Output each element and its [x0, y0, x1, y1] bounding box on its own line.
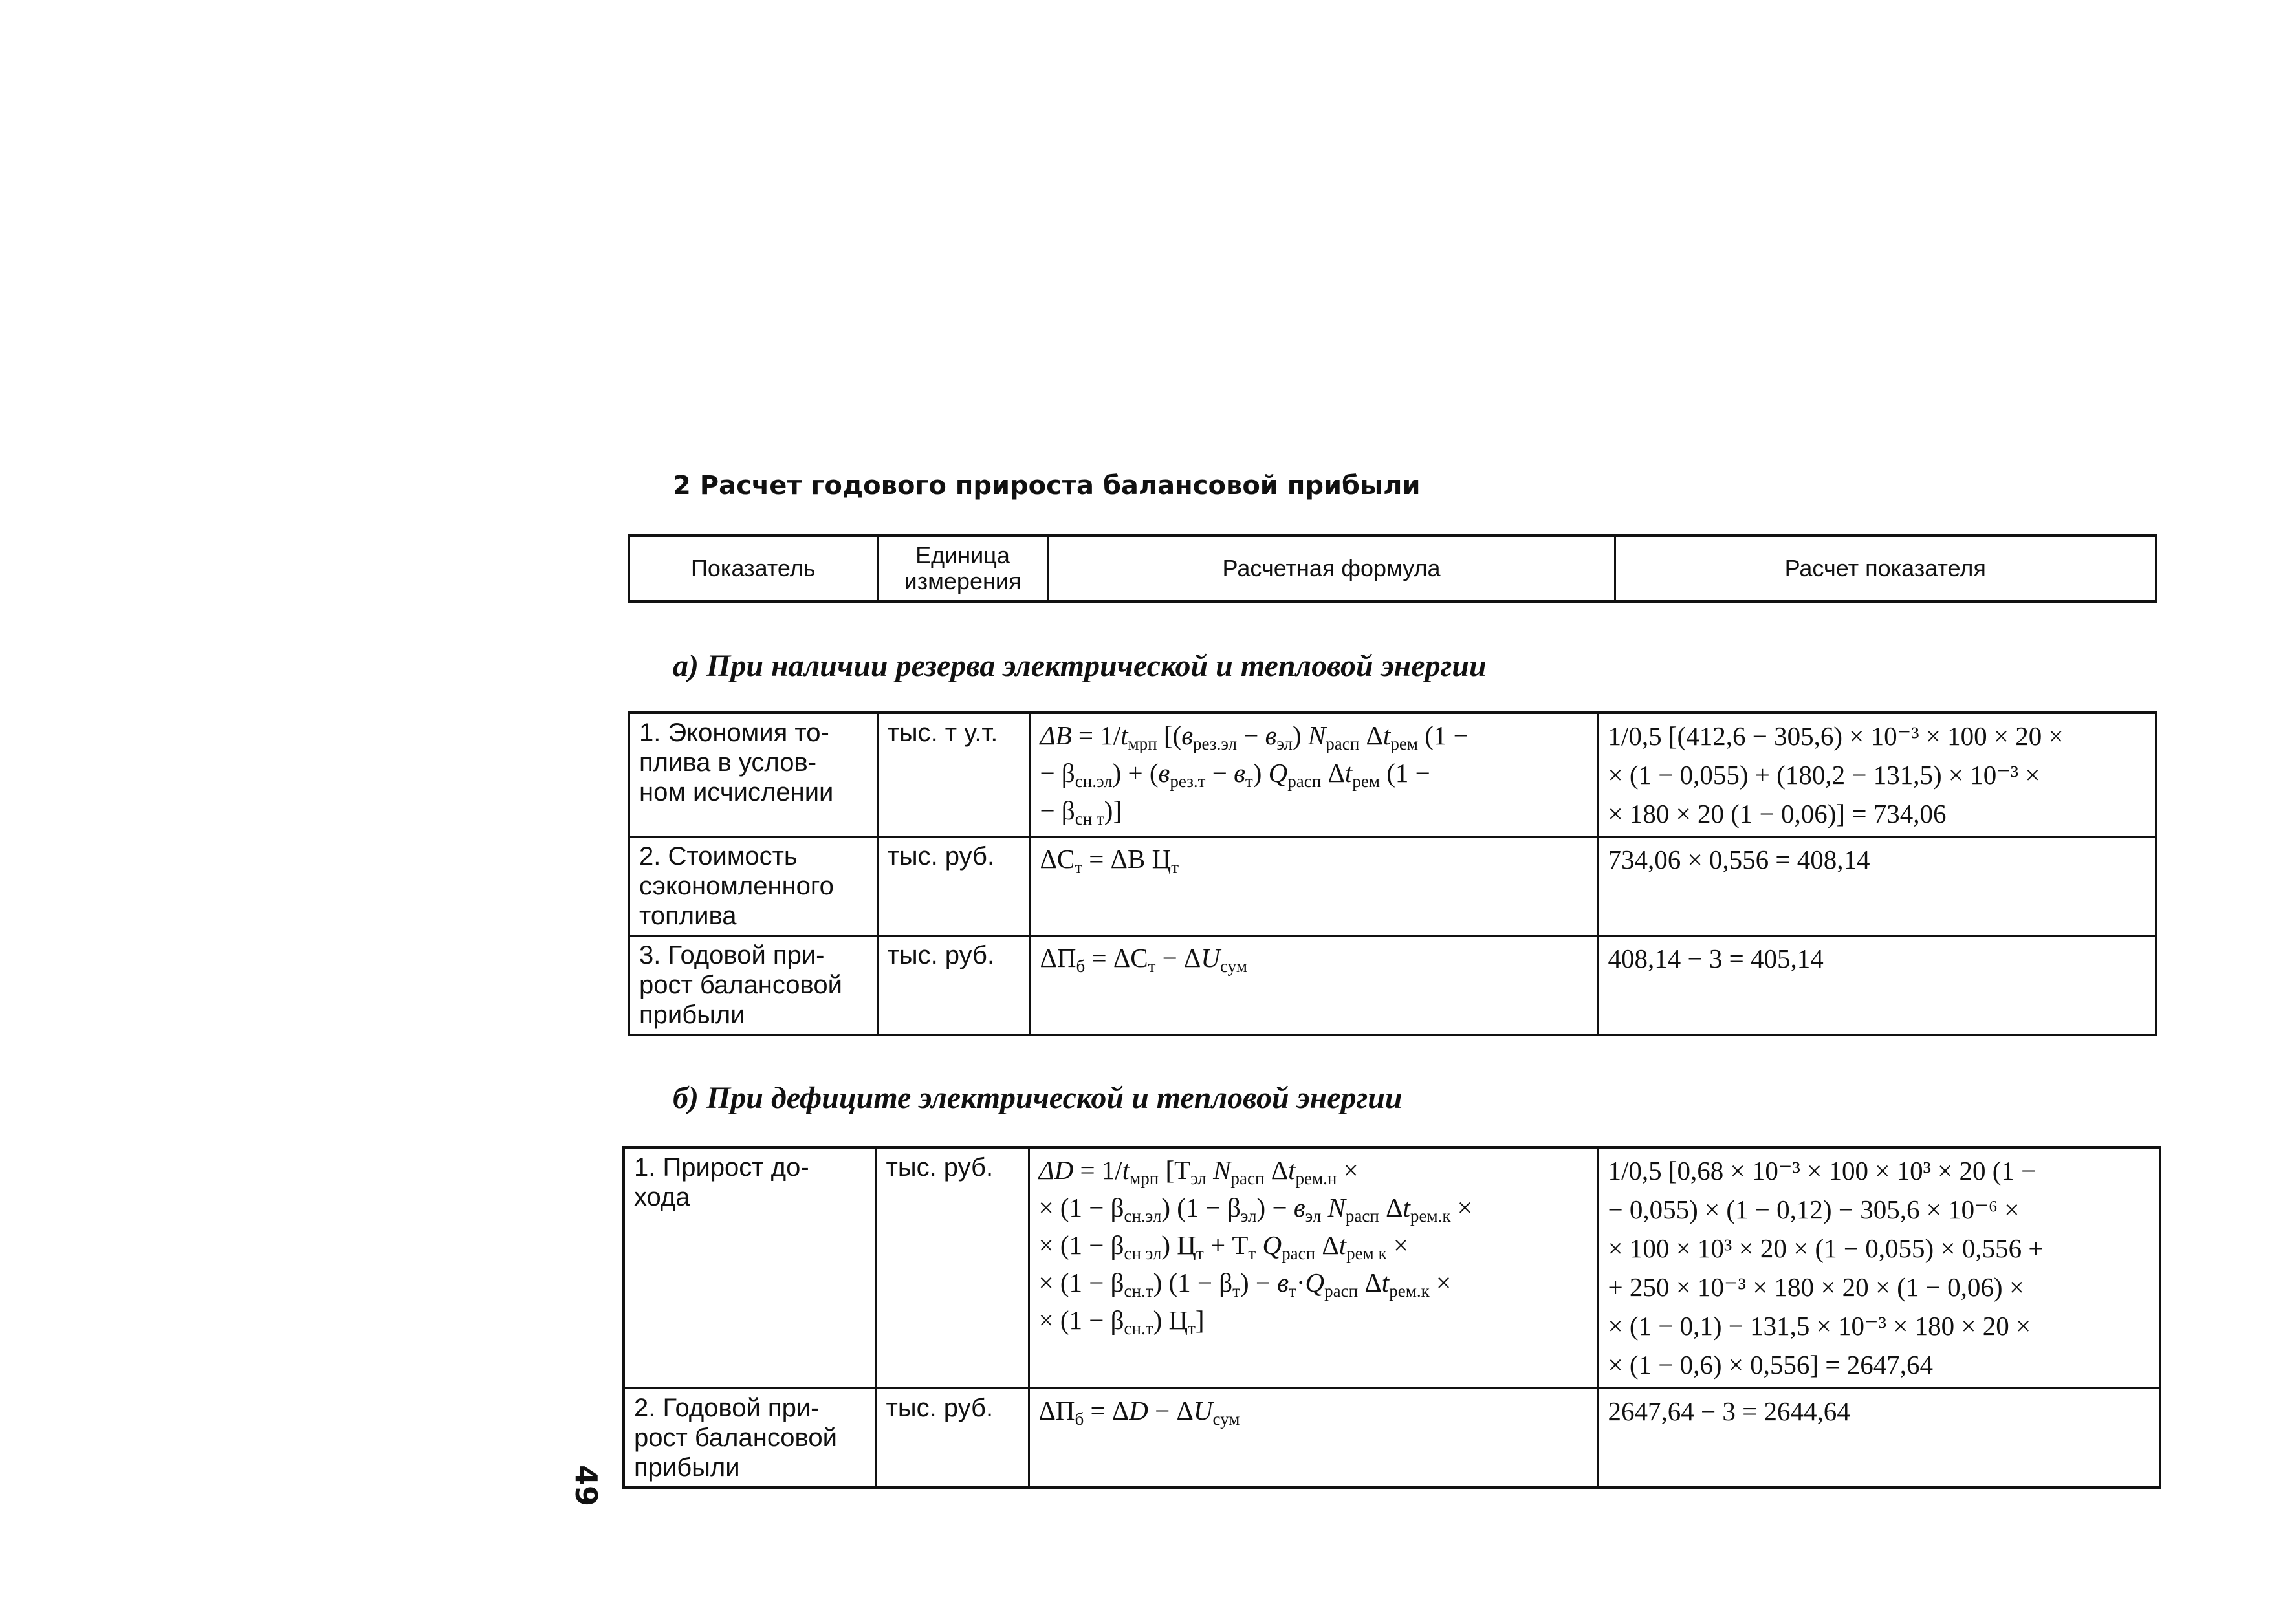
formula-cell [1030, 936, 1598, 1035]
unit-cell: тыс. руб. [877, 936, 1030, 1035]
header-table [628, 534, 2157, 603]
table-row [624, 1147, 2160, 1388]
table-b [622, 1146, 2161, 1489]
indicator-line: 3. Годовой при- [639, 941, 825, 969]
indicator-cell [624, 1388, 876, 1488]
calc-line: × (1 − 0,055) + (180,2 − 131,5) × 10⁻³ × [1608, 760, 2040, 790]
unit-cell: тыс. руб. [876, 1147, 1029, 1388]
header-unit-line2: измерения [904, 568, 1021, 594]
formula-line: $\Delta П_б = \Delta D - \Delta U_{сум}$ [1038, 1395, 1240, 1429]
section-title: 2 Расчет годового прироста балансовой прибыли [673, 471, 1421, 501]
table-row [629, 936, 2156, 1035]
indicator-cell [629, 837, 877, 936]
formula-cell [1030, 713, 1598, 837]
calc-line: 1/0,5 [(412,6 − 305,6) × 10⁻³ × 100 × 20 × [1608, 721, 2064, 751]
formula-cell [1030, 837, 1598, 936]
indicator-line: 1. Экономия то- [639, 719, 829, 747]
indicator-cell [629, 936, 877, 1035]
indicator-line: рост балансовой [639, 971, 842, 999]
calc-line: 1/0,5 [0,68 × 10⁻³ × 100 × 10³ × 20 (1 − [1608, 1156, 2037, 1186]
indicator-line: 2. Годовой при- [634, 1393, 820, 1422]
indicator-line: топлива [639, 902, 737, 930]
calc-line: − 0,055) × (1 − 0,12) − 305,6 × 10⁻⁶ × [1608, 1195, 2020, 1224]
subtitle-b: б) При дефиците электрической и тепловой энергии [673, 1081, 1403, 1115]
formula-line: × $(1 - \beta_{сн.эл})$ $(1 - \beta_{эл}) - в_{эл}$ $N_{расп}$ $\Delta t_{рем.к}$ × [1038, 1193, 1472, 1226]
header-formula: Расчетная формула [1048, 536, 1615, 601]
formula-line: $\Delta B = 1/t_{мрп}$ [$(в_{рез.эл} - в_{эл})$ $N_{расп}$ $\Delta t_{рем}$ (1 − [1040, 720, 1469, 754]
indicator-line: сэкономленного [639, 872, 834, 900]
formula-line: × $(1 - \beta_{сн.т})$ $Ц_т$] [1038, 1305, 1205, 1339]
calc-cell [1598, 837, 2156, 936]
formula-line: $\Delta С_т = \Delta B$ $Ц_т$ [1040, 844, 1179, 878]
indicator-line: плива в услов- [639, 748, 817, 777]
table-a [628, 711, 2157, 1036]
table-row [624, 1388, 2160, 1488]
table-row [629, 713, 2156, 837]
calc-cell [1598, 713, 2156, 837]
header-calc: Расчет показателя [1615, 536, 2156, 601]
indicator-line: 2. Стоимость [639, 842, 798, 871]
formula-line: − $\beta_{сн т}$)] [1040, 796, 1122, 829]
indicator-line: ном исчислении [639, 778, 834, 807]
calc-line: × (1 − 0,1) − 131,5 × 10⁻³ × 180 × 20 × [1608, 1311, 2031, 1341]
indicator-line: 1. Прирост до- [634, 1153, 809, 1182]
calc-cell [1598, 1147, 2160, 1388]
unit-cell: тыс. т у.т. [877, 713, 1030, 837]
calc-line: × 100 × 10³ × 20 × (1 − 0,055) × 0,556 + [1608, 1233, 2044, 1263]
indicator-cell [629, 713, 877, 837]
indicator-line: прибыли [639, 1001, 745, 1029]
calc-line: 2647,64 − 3 = 2644,64 [1608, 1396, 1850, 1426]
formula-line: $\Delta П_б = \Delta С_т - \Delta U_{сум}$ [1040, 943, 1247, 977]
formula-line: × $(1 - \beta_{сн.т})$ $(1 - \beta_т) - в_т\cdot Q_{расп}$ $\Delta t_{рем.к}$ × [1038, 1268, 1452, 1301]
unit-cell: тыс. руб. [877, 837, 1030, 936]
indicator-line: прибыли [634, 1453, 740, 1482]
formula-line: × $(1 - \beta_{сн эл})$ $Ц_т + Т_т$ $Q_{расп}$ $\Delta t_{рем к}$ × [1038, 1230, 1409, 1264]
header-indicator: Показатель [629, 536, 877, 601]
indicator-cell [624, 1147, 876, 1388]
calc-line: 734,06 × 0,556 = 408,14 [1608, 845, 1870, 874]
indicator-line: рост балансовой [634, 1423, 837, 1452]
calc-cell [1598, 936, 2156, 1035]
calc-line: + 250 × 10⁻³ × 180 × 20 × (1 − 0,06) × [1608, 1272, 2024, 1302]
table-row [629, 837, 2156, 936]
page-number: 49 [569, 1464, 604, 1507]
formula-cell [1029, 1388, 1598, 1488]
unit-cell: тыс. руб. [876, 1388, 1029, 1488]
header-unit-line1: Единица [915, 542, 1010, 568]
header-unit [877, 536, 1048, 601]
formula-cell [1029, 1147, 1598, 1388]
calc-cell [1598, 1388, 2160, 1488]
formula-line: $\Delta D = 1/t_{мрп}$ [$Т_{эл}$ $N_{расп}$ $\Delta t_{рем.н}$ × [1038, 1155, 1359, 1189]
calc-line: × (1 − 0,6) × 0,556] = 2647,64 [1608, 1350, 1933, 1380]
subtitle-a: а) При наличии резерва электрической и тепловой энергии [673, 649, 1487, 683]
formula-line: − $\beta_{сн.эл}) + (в_{рез.т} - в_т)$ $Q_{расп}$ $\Delta t_{рем}$ (1 − [1040, 758, 1430, 792]
calc-line: 408,14 − 3 = 405,14 [1608, 944, 1824, 973]
indicator-line: хода [634, 1183, 690, 1211]
calc-line: × 180 × 20 (1 − 0,06)] = 734,06 [1608, 799, 1947, 828]
